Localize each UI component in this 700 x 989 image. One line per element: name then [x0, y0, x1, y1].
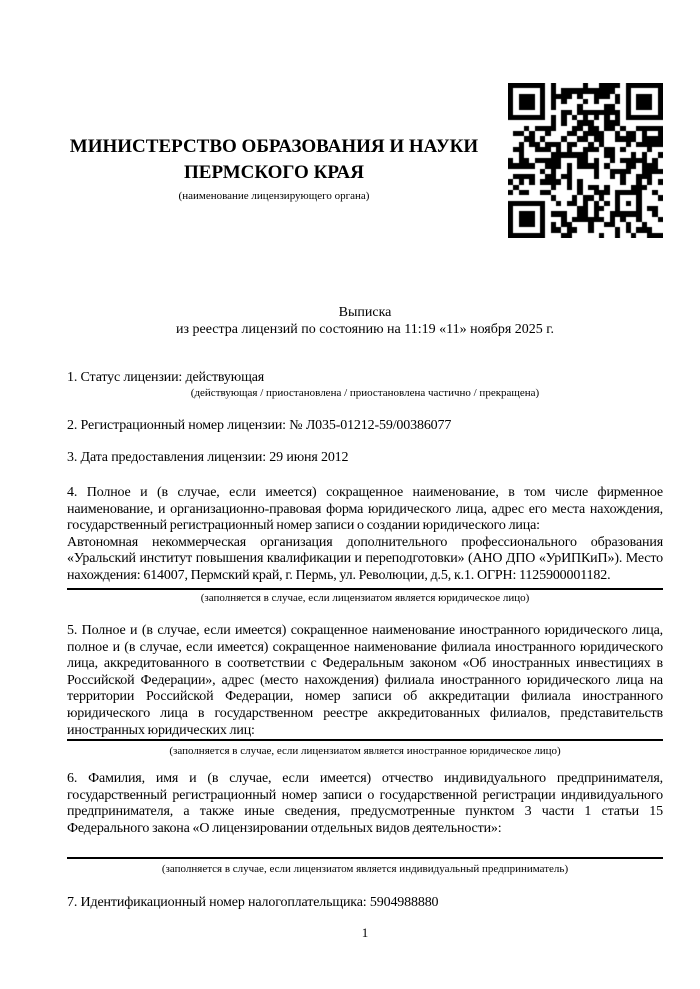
item-legal-entity	[67, 485, 663, 585]
legal-entity-caption: (заполняется в случае, если лицензиатом является юридическое лицо)	[200, 592, 530, 604]
item-registration-number: 2. Регистрационный номер лицензии: № Л035-01212-59/00386077	[67, 418, 452, 433]
page-number: 1	[361, 925, 369, 940]
item-legal-entity-answer: Автономная некоммерческая организация дополнительного профессионального образования «Уральский институт повышения квалификации и переподготовки» (АНО ДПО «УрИПКиП»). Место нахождения: 614007, Пермский край, г. Пермь, ул. Революции, д.5, к.1. ОГРН: 1125900001182.	[67, 534, 663, 583]
entrepreneur-fill-line	[67, 857, 663, 859]
qr-code-icon	[508, 83, 663, 238]
ministry-name-line2: ПЕРМСКОГО КРАЯ	[184, 162, 364, 183]
legal-entity-fill-line	[67, 588, 663, 590]
ministry-name	[67, 134, 481, 186]
issuing-authority-header	[67, 134, 481, 203]
ministry-caption: (наименование лицензирующего органа)	[178, 190, 370, 202]
foreign-entity-caption: (заполняется в случае, если лицензиатом является иностранное юридическое лицо)	[169, 745, 561, 757]
item-legal-entity-question: 4. Полное и (в случае, если имеется) сокращенное наименование, в том числе фирменное наименование, и организационно-правовая форма юридического лица, адрес его места нахождения, государственный регистрационный номер записи о создании юридического лица:	[67, 485, 663, 534]
item-foreign-entity	[67, 623, 663, 739]
item-taxpayer-number: 7. Идентификационный номер налогоплательщика: 5904988880	[67, 895, 439, 910]
item-entrepreneur	[67, 771, 663, 837]
item-entrepreneur-question: 6. Фамилия, имя и (в случае, если имеется) отчество индивидуального предпринимателя, государственный регистрационный номер записи о государственной регистрации индивидуального предпринимателя, а также иные сведения, предусмотренные пунктом 3 части 1 статьи 15 Федерального закона «О лицензировании отдельных видов деятельности»:	[67, 771, 663, 836]
document-title-line2: из реестра лицензий по состоянию на 11:19 «11» ноября 2025 г.	[176, 322, 554, 337]
item-license-status-caption: (действующая / приостановлена / приостановлена частично / прекращена)	[190, 387, 540, 399]
item-foreign-entity-question: 5. Полное и (в случае, если имеется) сокращенное наименование иностранного юридического лица, полное и (в случае, если имеется) сокращенное наименование филиала иностранного юридического лица, аккредитованного в соответствии с Федеральным законом «Об иностранных инвестициях в Российской Федерации», адрес (место нахождения) филиала иностранного юридического лица на территории Российской Федерации, номер записи об аккредитации филиала иностранного юридического лица в государственном реестре аккредитованных филиалов, представительств иностранных юридических лиц:	[67, 623, 663, 738]
ministry-name-line1: МИНИСТЕРСТВО ОБРАЗОВАНИЯ И НАУКИ	[69, 136, 479, 157]
document-title	[67, 304, 663, 338]
item-grant-date: 3. Дата предоставления лицензии: 29 июня 2012	[67, 450, 349, 465]
foreign-entity-fill-line	[67, 739, 663, 741]
item-license-status: 1. Статус лицензии: действующая	[67, 370, 265, 385]
entrepreneur-caption: (заполняется в случае, если лицензиатом является индивидуальный предприниматель)	[161, 863, 569, 875]
document-title-line1: Выписка	[338, 305, 392, 320]
